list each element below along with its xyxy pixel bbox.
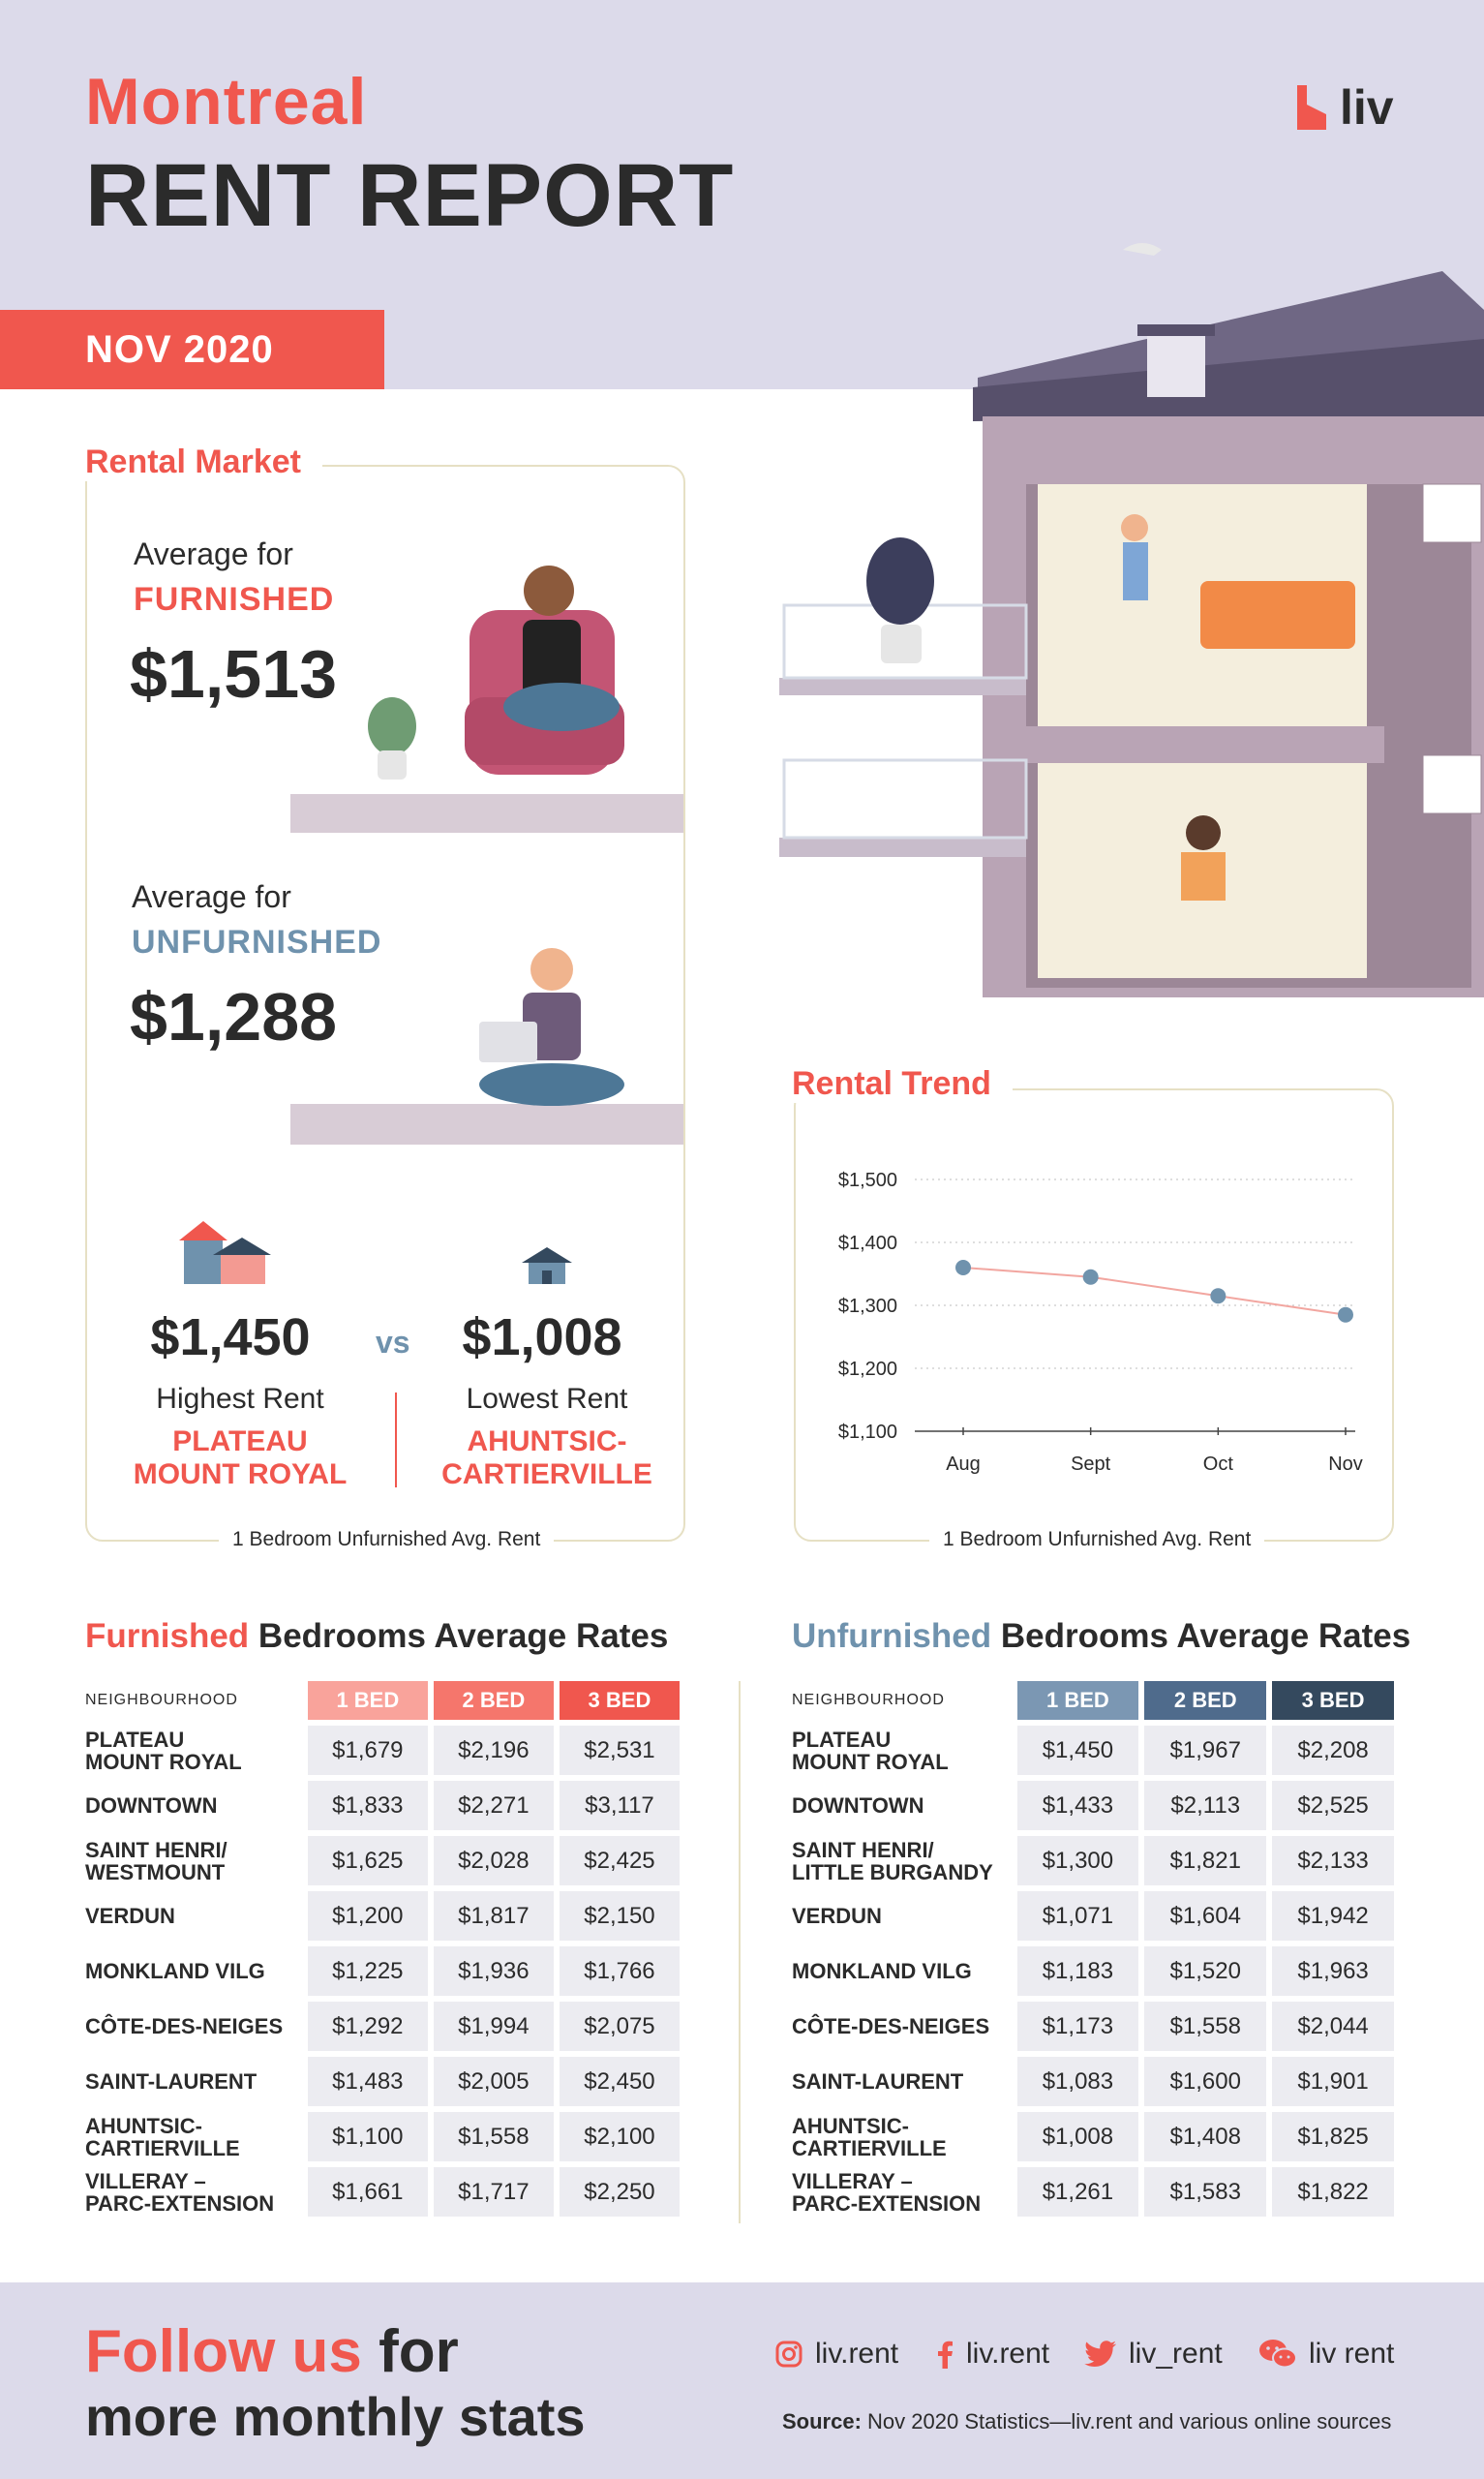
table-row xyxy=(792,1946,1394,1996)
follow-line-2: more monthly stats xyxy=(85,2386,586,2447)
rate-cell: $1,766 xyxy=(560,1946,680,1996)
rate-cell: $2,525 xyxy=(1272,1781,1394,1830)
table-row xyxy=(792,1836,1394,1885)
rate-cell: $1,300 xyxy=(1017,1836,1139,1885)
neighbourhood-name: SAINT HENRI/ WESTMOUNT xyxy=(85,1837,227,1884)
rate-cell: $1,433 xyxy=(1017,1781,1139,1830)
furnished-rates-table xyxy=(79,1675,685,2222)
rate-cell: $2,531 xyxy=(560,1726,680,1775)
neighbourhood-name: SAINT HENRI/ LITTLE BURGANDY xyxy=(792,1837,993,1884)
furnished-price: $1,513 xyxy=(130,636,338,712)
table-row xyxy=(792,1781,1394,1830)
rate-cell: $1,817 xyxy=(434,1891,554,1941)
market-caption: 1 Bedroom Unfurnished Avg. Rent xyxy=(219,1528,554,1551)
rate-cell: $1,583 xyxy=(1144,2167,1266,2217)
table-row xyxy=(792,2002,1394,2051)
neighbourhood-name: SAINT-LAURENT xyxy=(85,2069,257,2094)
source-text: Nov 2020 Statistics—liv.rent and various online sources xyxy=(861,2409,1392,2433)
furnished-label: Average for xyxy=(134,536,293,571)
rate-cell: $1,183 xyxy=(1017,1946,1139,1996)
data-point xyxy=(1083,1270,1099,1285)
table-row xyxy=(792,2112,1394,2161)
vs-label: vs xyxy=(376,1325,410,1360)
social-instagram[interactable] xyxy=(774,2338,898,2371)
rate-cell: $1,600 xyxy=(1144,2057,1266,2106)
rate-cell: $2,208 xyxy=(1272,1726,1394,1775)
rate-cell: $1,071 xyxy=(1017,1891,1139,1941)
rate-cell: $1,661 xyxy=(308,2167,428,2217)
neighbourhood-name: DOWNTOWN xyxy=(85,1793,218,1818)
lowest-rent-area: AHUNTSIC- CARTIERVILLE xyxy=(441,1425,652,1490)
trend-caption: 1 Bedroom Unfurnished Avg. Rent xyxy=(929,1528,1264,1551)
bed-header-2: 2 BED xyxy=(1144,1681,1266,1720)
rental-trend-heading: Rental Trend xyxy=(792,1065,1013,1103)
neighbourhood-name: AHUNTSIC- CARTIERVILLE xyxy=(792,2113,947,2160)
neighbourhood-name: VERDUN xyxy=(792,1904,882,1928)
logo-text: liv xyxy=(1340,80,1394,135)
neighbourhood-name: VILLERAY – PARC-EXTENSION xyxy=(792,2168,982,2216)
data-point xyxy=(1338,1307,1353,1323)
table-row xyxy=(85,1946,680,1996)
instagram-icon xyxy=(774,2340,803,2369)
y-tick-label: $1,200 xyxy=(837,1359,897,1380)
unfurnished-title-rest: Bedrooms Average Rates xyxy=(991,1617,1411,1655)
bed-header-2: 2 BED xyxy=(434,1681,554,1720)
y-tick-label: $1,300 xyxy=(837,1296,897,1317)
table-row xyxy=(792,1726,1394,1775)
wechat-icon xyxy=(1258,2339,1297,2370)
y-tick-label: $1,100 xyxy=(837,1422,897,1443)
date-tag: NOV 2020 xyxy=(0,310,384,389)
man-laptop-illustration xyxy=(290,944,683,1148)
report-title: RENT REPORT xyxy=(85,146,735,245)
rate-cell: $2,196 xyxy=(434,1726,554,1775)
rate-cell: $2,150 xyxy=(560,1891,680,1941)
table-row xyxy=(85,2112,680,2161)
highest-rent-price: $1,450 xyxy=(150,1308,311,1366)
rate-cell: $1,520 xyxy=(1144,1946,1266,1996)
unfurnished-label: Average for xyxy=(132,879,291,914)
rate-cell: $1,942 xyxy=(1272,1891,1394,1941)
rate-cell: $1,936 xyxy=(434,1946,554,1996)
table-row xyxy=(85,1781,680,1830)
data-point xyxy=(955,1260,971,1275)
furnished-header-row xyxy=(85,1681,680,1720)
rate-cell: $2,075 xyxy=(560,2002,680,2051)
unfurnished-type: UNFURNISHED xyxy=(132,924,382,961)
rate-cell: $1,558 xyxy=(1144,2002,1266,2051)
furnished-title-accent: Furnished xyxy=(85,1617,250,1655)
table-row xyxy=(792,2057,1394,2106)
rate-cell: $1,901 xyxy=(1272,2057,1394,2106)
neighbourhood-header: NEIGHBOURHOOD xyxy=(792,1692,945,1708)
lowest-rent-label: Lowest Rent xyxy=(466,1383,628,1415)
building-illustration xyxy=(774,232,1484,1007)
series-line xyxy=(963,1268,1346,1315)
table-row xyxy=(85,2167,680,2217)
y-tick-label: $1,400 xyxy=(837,1233,897,1254)
rate-cell: $1,833 xyxy=(308,1781,428,1830)
neighbourhood-name: PLATEAU MOUNT ROYAL xyxy=(792,1727,949,1774)
neighbourhood-name: AHUNTSIC- CARTIERVILLE xyxy=(85,2113,240,2160)
lowest-rent-price: $1,008 xyxy=(462,1308,622,1366)
rate-cell: $1,558 xyxy=(434,2112,554,2161)
twitter-icon xyxy=(1084,2341,1117,2368)
table-row xyxy=(85,2002,680,2051)
rate-cell: $1,408 xyxy=(1144,2112,1266,2161)
twitter-handle: liv_rent xyxy=(1129,2338,1223,2370)
unfurnished-header-row xyxy=(792,1681,1394,1720)
neighbourhood-name: PLATEAU MOUNT ROYAL xyxy=(85,1727,242,1774)
instagram-handle: liv.rent xyxy=(815,2338,899,2370)
rate-cell: $1,225 xyxy=(308,1946,428,1996)
rate-cell: $1,967 xyxy=(1144,1726,1266,1775)
x-tick-label: Oct xyxy=(1202,1454,1233,1475)
table-row xyxy=(85,1891,680,1941)
rate-cell: $2,425 xyxy=(560,1836,680,1885)
rate-cell: $3,117 xyxy=(560,1781,680,1830)
rate-cell: $1,679 xyxy=(308,1726,428,1775)
follow-rest: for xyxy=(361,2318,459,2385)
rate-cell: $2,044 xyxy=(1272,2002,1394,2051)
neighbourhood-name: VERDUN xyxy=(85,1904,175,1928)
liv-logo[interactable] xyxy=(1297,79,1394,136)
rate-cell: $2,250 xyxy=(560,2167,680,2217)
social-twitter[interactable] xyxy=(1084,2338,1223,2371)
neighbourhood-name: VILLERAY – PARC-EXTENSION xyxy=(85,2168,275,2216)
facebook-handle: liv.rent xyxy=(966,2338,1050,2370)
rate-cell: $2,005 xyxy=(434,2057,554,2106)
facebook-icon xyxy=(935,2340,954,2369)
source-label: Source: xyxy=(782,2409,862,2433)
rental-market-heading: Rental Market xyxy=(85,444,322,481)
rate-cell: $1,963 xyxy=(1272,1946,1394,1996)
rate-cell: $1,008 xyxy=(1017,2112,1139,2161)
bed-header-3: 3 BED xyxy=(560,1681,680,1720)
rate-cell: $1,292 xyxy=(308,2002,428,2051)
furnished-table-title xyxy=(85,1617,668,1656)
rate-cell: $2,028 xyxy=(434,1836,554,1885)
rate-cell: $1,825 xyxy=(1272,2112,1394,2161)
neighbourhood-name: MONKLAND VILG xyxy=(85,1959,265,1983)
unfurnished-price: $1,288 xyxy=(130,979,338,1055)
highest-rent-label: Highest Rent xyxy=(156,1383,324,1415)
follow-line-1 xyxy=(85,2317,459,2386)
rate-cell: $1,604 xyxy=(1144,1891,1266,1941)
rate-cell: $1,822 xyxy=(1272,2167,1394,2217)
table-row xyxy=(792,1891,1394,1941)
rate-cell: $1,261 xyxy=(1017,2167,1139,2217)
bed-header-3: 3 BED xyxy=(1272,1681,1394,1720)
rate-cell: $2,271 xyxy=(434,1781,554,1830)
table-row xyxy=(85,1726,680,1775)
unfurnished-rates-table xyxy=(786,1675,1400,2222)
rate-cell: $2,113 xyxy=(1144,1781,1266,1830)
furnished-type: FURNISHED xyxy=(134,581,335,618)
rate-cell: $2,450 xyxy=(560,2057,680,2106)
buildings-icon xyxy=(174,1216,281,1284)
x-tick-label: Sept xyxy=(1071,1454,1111,1475)
table-row xyxy=(792,2167,1394,2217)
neighbourhood-name: MONKLAND VILG xyxy=(792,1959,972,1983)
furnished-title-rest: Bedrooms Average Rates xyxy=(249,1617,669,1655)
rate-cell: $2,100 xyxy=(560,2112,680,2161)
city-title: Montreal xyxy=(85,65,368,138)
x-tick-label: Aug xyxy=(946,1454,981,1475)
highest-rent-area: PLATEAU MOUNT ROYAL xyxy=(133,1425,348,1490)
neighbourhood-header: NEIGHBOURHOOD xyxy=(85,1692,238,1708)
social-facebook[interactable] xyxy=(935,2338,1049,2371)
highlight-divider xyxy=(395,1393,397,1487)
rate-cell: $1,100 xyxy=(308,2112,428,2161)
x-tick-label: Nov xyxy=(1328,1454,1363,1475)
bed-header-1: 1 BED xyxy=(308,1681,428,1720)
liv-logo-icon xyxy=(1297,85,1330,130)
table-row xyxy=(85,2057,680,2106)
wechat-handle: liv rent xyxy=(1309,2338,1395,2370)
unfurnished-table-title xyxy=(792,1617,1410,1656)
unfurnished-title-accent: Unfurnished xyxy=(792,1617,992,1655)
rate-cell: $1,200 xyxy=(308,1891,428,1941)
house-icon xyxy=(520,1245,574,1284)
neighbourhood-name: DOWNTOWN xyxy=(792,1793,924,1818)
rate-cell: $1,994 xyxy=(434,2002,554,2051)
rate-cell: $2,133 xyxy=(1272,1836,1394,1885)
tables-divider xyxy=(739,1681,741,2223)
social-wechat[interactable] xyxy=(1258,2338,1394,2371)
data-point xyxy=(1210,1288,1226,1303)
table-row xyxy=(85,1836,680,1885)
source-note xyxy=(782,2409,1391,2434)
neighbourhood-name: SAINT-LAURENT xyxy=(792,2069,964,2094)
y-tick-label: $1,500 xyxy=(837,1170,897,1191)
rate-cell: $1,821 xyxy=(1144,1836,1266,1885)
rate-cell: $1,483 xyxy=(308,2057,428,2106)
follow-accent: Follow us xyxy=(85,2318,362,2385)
neighbourhood-name: CÔTE-DES-NEIGES xyxy=(85,2014,284,2038)
rate-cell: $1,625 xyxy=(308,1836,428,1885)
woman-armchair-illustration xyxy=(290,552,683,833)
neighbourhood-name: CÔTE-DES-NEIGES xyxy=(792,2014,990,2038)
rate-cell: $1,083 xyxy=(1017,2057,1139,2106)
bed-header-1: 1 BED xyxy=(1017,1681,1139,1720)
rate-cell: $1,717 xyxy=(434,2167,554,2217)
rate-cell: $1,173 xyxy=(1017,2002,1139,2051)
rental-trend-chart xyxy=(794,1114,1375,1501)
rate-cell: $1,450 xyxy=(1017,1726,1139,1775)
